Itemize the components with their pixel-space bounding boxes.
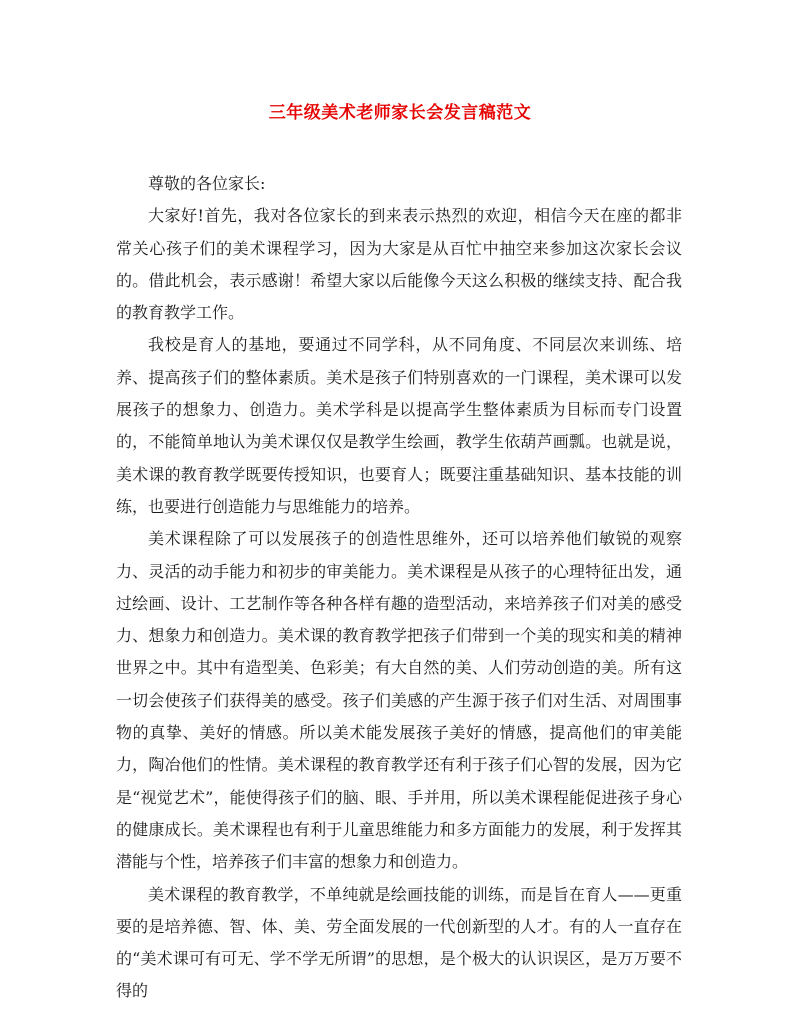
paragraph-education: 美术课程的教育教学，不单纯就是绘画技能的训练，而是旨在育人——更重要的是培养德、智、体、美、劳全面发展的一代创新型的人才。有的人一直存在的“美术课可有可无、学不学无所谓”的思想，是个极大的认识误区，是万万要不得的: [116, 884, 682, 1001]
paragraph-greeting: 大家好!首先，我对各位家长的到来表示热烈的欢迎，相信今天在座的都非常关心孩子们的美术课程学习，因为大家是从百忙中抽空来参加这次家长会议的。借此机会，表示感谢！希望大家以后能像今天这么积极的继续支持、配合我的教育教学工作。: [116, 206, 682, 323]
paragraph-school: 我校是育人的基地，要通过不同学科，从不同角度、不同层次来训练、培养、提高孩子们的整体素质。美术是孩子们特别喜欢的一门课程，美术课可以发展孩子的想象力、创造力。美术学科是以提高学生整体素质为目标而专门设置的，不能简单地认为美术课仅仅是教学生绘画，教学生依葫芦画瓢。也就是说，美术课的教育教学既要传授知识，也要育人；既要注重基础知识、基本技能的训练，也要进行创造能力与思维能力的培养。: [116, 335, 682, 516]
paragraph-art-course: 美术课程除了可以发展孩子的创造性思维外，还可以培养他们敏锐的观察力、灵活的动手能力和初步的审美能力。美术课程是从孩子的心理特征出发，通过绘画、设计、工艺制作等各种各样有趣的造型活动，来培养孩子们对美的感受力、想象力和创造力。美术课的教育教学把孩子们带到一个美的现实和美的精神世界之中。其中有造型美、色彩美；有大自然的美、人们劳动创造的美。所有这一切会使孩子们获得美的感受。孩子们美感的产生源于孩子们对生活、对周围事物的真挚、美好的情感。所以美术能发展孩子美好的情感，提高他们的审美能力，陶冶他们的性情。美术课程的教育教学还有利于孩子们心智的发展，因为它是“视觉艺术”，能使得孩子们的脑、眼、手并用，所以美术课程能促进孩子身心的健康成长。美术课程也有利于儿童思维能力和多方面能力的发展，利于发挥其潜能与个性，培养孩子们丰富的想象力和创造力。: [116, 529, 682, 872]
salutation: 尊敬的各位家长:: [148, 174, 266, 193]
document-title: 三年级美术老师家长会发言稿范文: [268, 103, 532, 123]
document-body: [116, 168, 682, 1008]
